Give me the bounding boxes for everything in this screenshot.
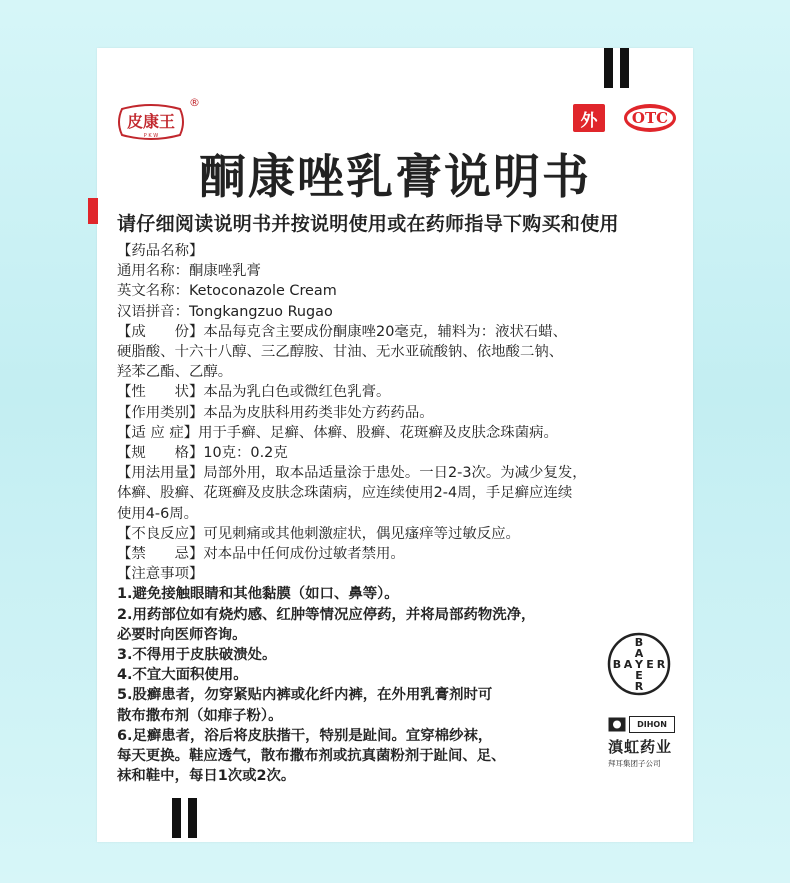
instruction-line: 【规 格】10克：0.2克: [117, 445, 288, 462]
instruction-line: 散布撒布剂（如痱子粉）。: [117, 707, 283, 724]
instruction-line: 每天更换。鞋应透气，散布撒布剂或抗真菌粉剂于趾间、足、: [117, 748, 506, 765]
barcode-mark-top-1: [604, 48, 613, 88]
instruction-line: 汉语拼音：Tongkangzuo Rugao: [117, 303, 333, 320]
barcode-mark-bottom-1: [172, 798, 181, 838]
svg-text:E: E: [635, 669, 643, 682]
instruction-line: 4.不宜大面积使用。: [117, 667, 248, 684]
instruction-line: 【不良反应】可见刺痛或其他刺激症状，偶见瘙痒等过敏反应。: [117, 525, 520, 542]
instruction-line: 必要时向医师咨询。: [117, 626, 247, 643]
svg-text:A: A: [623, 658, 633, 671]
svg-text:B: B: [634, 636, 644, 649]
svg-text:A: A: [634, 647, 644, 660]
instruction-line: 【药品名称】: [117, 243, 204, 259]
instruction-line: 【用法用量】局部外用，取本品适量涂于患处。一日2-3次。为减少复发，: [117, 465, 587, 482]
svg-text:E: E: [646, 658, 654, 671]
barcode-mark-top-2: [620, 48, 629, 88]
instruction-line: 英文名称：Ketoconazole Cream: [117, 283, 337, 300]
svg-text:Y: Y: [635, 658, 643, 671]
barcode-mark-bottom-2: [188, 798, 197, 838]
pkw-logo: [116, 103, 186, 141]
instruction-line: 【成 份】本品每克含主要成份酮康唑20毫克，辅料为：液状石蜡、: [117, 323, 568, 340]
instruction-line: 1.避免接触眼睛和其他黏膜（如口、鼻等）。: [117, 586, 399, 603]
instruction-line: 通用名称：酮康唑乳膏: [117, 263, 261, 280]
instruction-line: 袜和鞋中，每日1次或2次。: [117, 768, 296, 785]
instruction-body: [117, 241, 672, 786]
svg-text:R: R: [656, 658, 666, 671]
usage-notice: 请仔细阅读说明书并按说明使用或在药师指导下购买和使用: [117, 213, 619, 235]
instruction-line: 硬脂酸、十六十八醇、三乙醇胺、甘油、无水亚硫酸钠、依地酸二钠、: [117, 344, 564, 361]
notice-red-marker: [88, 198, 98, 224]
bayer-cross-logo: [607, 632, 671, 696]
instruction-line: 6.足癣患者，浴后将皮肤揩干，特别是趾间。宜穿棉纱袜，: [117, 727, 493, 744]
instruction-line: 使用4-6周。: [117, 505, 199, 522]
svg-text:P K W: P K W: [143, 133, 159, 139]
instruction-line: 【性 状】本品为乳白色或微红色乳膏。: [117, 384, 391, 401]
dihon-en-label: DIHON: [629, 716, 675, 733]
svg-text:皮康王: 皮康王: [126, 112, 176, 131]
dihon-subtitle: 拜耳集团子公司: [608, 759, 661, 768]
instruction-line: 【作用类别】本品为皮肤科用药类非处方药药品。: [117, 404, 434, 421]
dihon-cn-name: 滇虹药业: [608, 738, 673, 756]
instruction-line: 【适 应 症】用于手癣、足癣、体癣、股癣、花斑癣及皮肤念珠菌病。: [117, 424, 558, 441]
instruction-line: 羟苯乙酯、乙醇。: [117, 364, 233, 381]
svg-text:R: R: [634, 680, 644, 693]
instruction-line: 【禁 忌】对本品中任何成份过敏者禁用。: [117, 546, 405, 563]
dihon-logo: [608, 716, 678, 776]
external-use-badge: 外: [573, 104, 605, 132]
instruction-line: 5.股癣患者，勿穿紧贴内裤或化纤内裤，在外用乳膏剂时可: [117, 687, 493, 704]
instruction-line: 2.用药部位如有烧灼感、红肿等情况应停药，并将局部药物洗净，: [117, 606, 536, 623]
instruction-line: 【注意事项】: [117, 566, 204, 583]
svg-text:B: B: [612, 658, 622, 671]
dihon-emblem-icon: [608, 717, 626, 732]
instruction-line: 3.不得用于皮肤破溃处。: [117, 647, 277, 664]
otc-badge: [624, 104, 676, 132]
otc-label: OTC: [627, 108, 673, 128]
registered-mark: ®: [189, 96, 200, 109]
instruction-line: 体癣、股癣、花斑癣及皮肤念珠菌病，应连续使用2-4周，手足癣应连续: [117, 485, 573, 502]
document-title: 酮康唑乳膏说明书: [199, 150, 591, 205]
